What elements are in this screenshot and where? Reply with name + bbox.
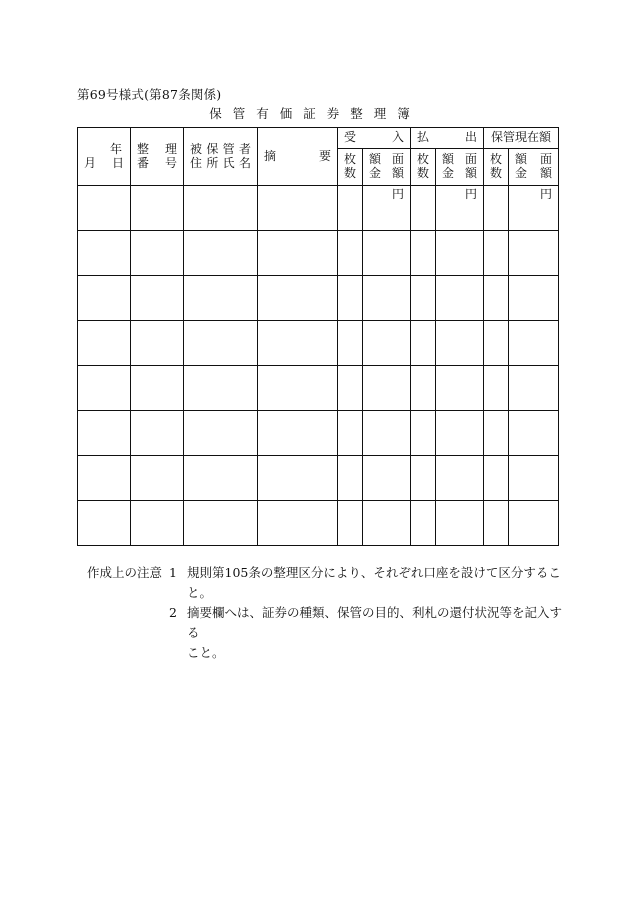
- ledger-cell[interactable]: [509, 231, 559, 276]
- yen-unit-cell[interactable]: 円: [509, 186, 559, 231]
- ledger-cell[interactable]: [484, 366, 509, 411]
- ledger-cell[interactable]: [338, 186, 363, 231]
- notes-section: [87, 563, 567, 663]
- ledger-cell[interactable]: [78, 231, 131, 276]
- ledger-cell[interactable]: [484, 411, 509, 456]
- ledger-cell[interactable]: [509, 366, 559, 411]
- ledger-cell[interactable]: [436, 321, 484, 366]
- form-number: 第69号様式(第87条関係): [77, 87, 222, 102]
- ledger-cell[interactable]: [363, 366, 411, 411]
- ledger-cell[interactable]: [509, 276, 559, 321]
- ledger-cell[interactable]: [258, 501, 338, 546]
- ledger-cell[interactable]: [131, 321, 184, 366]
- ledger-row[interactable]: [78, 276, 559, 321]
- ledger-cell[interactable]: [184, 456, 258, 501]
- ledger-cell[interactable]: [131, 366, 184, 411]
- note-item: [87, 563, 567, 603]
- header-custodian: 被 保 管 者 住 所 氏 名: [184, 128, 258, 186]
- ledger-cell[interactable]: [411, 456, 436, 501]
- ledger-cell[interactable]: [131, 501, 184, 546]
- ledger-table: [77, 127, 559, 546]
- ledger-cell[interactable]: [184, 276, 258, 321]
- note-text: 規則第105条の整理区分により、それぞれ口座を設けて区分すること。: [187, 565, 561, 600]
- ledger-cell[interactable]: [363, 276, 411, 321]
- ledger-cell[interactable]: [258, 231, 338, 276]
- ledger-cell[interactable]: [78, 501, 131, 546]
- ledger-cell[interactable]: [509, 411, 559, 456]
- note-item: [87, 603, 567, 643]
- sub-received-count: 枚 数: [338, 149, 363, 186]
- ledger-cell[interactable]: [338, 366, 363, 411]
- ledger-cell[interactable]: [484, 456, 509, 501]
- ledger-body: [78, 186, 559, 546]
- ledger-row[interactable]: [78, 501, 559, 546]
- ledger-cell[interactable]: [484, 231, 509, 276]
- ledger-cell[interactable]: [258, 456, 338, 501]
- ledger-cell[interactable]: [78, 456, 131, 501]
- note-item: [87, 643, 567, 663]
- ledger-cell[interactable]: [436, 366, 484, 411]
- ledger-cell[interactable]: [509, 501, 559, 546]
- ledger-cell[interactable]: [411, 321, 436, 366]
- ledger-cell[interactable]: [436, 231, 484, 276]
- ledger-row[interactable]: [78, 366, 559, 411]
- ledger-row[interactable]: [78, 231, 559, 276]
- sub-paid-face: 額 面 金 額: [436, 149, 484, 186]
- sub-received-face: 額 面 金 額: [363, 149, 411, 186]
- note-number: 2: [169, 605, 177, 620]
- ledger-cell[interactable]: [258, 321, 338, 366]
- ledger-row[interactable]: [78, 186, 559, 231]
- ledger-cell[interactable]: [184, 231, 258, 276]
- yen-unit-cell[interactable]: 円: [363, 186, 411, 231]
- ledger-cell[interactable]: [258, 366, 338, 411]
- ledger-cell[interactable]: [78, 411, 131, 456]
- ledger-cell[interactable]: [411, 366, 436, 411]
- ledger-cell[interactable]: [436, 276, 484, 321]
- ledger-cell[interactable]: [184, 321, 258, 366]
- ledger-cell[interactable]: [509, 321, 559, 366]
- sub-holding-count: 枚 数: [484, 149, 509, 186]
- ledger-cell[interactable]: [184, 411, 258, 456]
- ledger-row[interactable]: [78, 456, 559, 501]
- ledger-cell[interactable]: [436, 501, 484, 546]
- ledger-cell[interactable]: [338, 456, 363, 501]
- ledger-cell[interactable]: [436, 411, 484, 456]
- ledger-cell[interactable]: [258, 411, 338, 456]
- header-summary: 摘 要: [258, 128, 338, 186]
- ledger-cell[interactable]: [363, 456, 411, 501]
- ledger-cell[interactable]: [258, 276, 338, 321]
- note-number: 1: [169, 565, 177, 580]
- ledger-cell[interactable]: [363, 411, 411, 456]
- ledger-cell[interactable]: [411, 276, 436, 321]
- notes-heading: 作成上の注意: [87, 565, 163, 580]
- ledger-cell[interactable]: [338, 231, 363, 276]
- ledger-cell[interactable]: [484, 321, 509, 366]
- ledger-cell[interactable]: [338, 501, 363, 546]
- ledger-cell[interactable]: [411, 231, 436, 276]
- ledger-cell[interactable]: [78, 366, 131, 411]
- header-current-holding: 保管現在額: [484, 128, 559, 149]
- ledger-cell[interactable]: [411, 186, 436, 231]
- ledger-cell[interactable]: [338, 411, 363, 456]
- ledger-row[interactable]: [78, 321, 559, 366]
- ledger-cell[interactable]: [363, 501, 411, 546]
- header-received: 受 入: [338, 128, 411, 149]
- ledger-cell[interactable]: [78, 186, 131, 231]
- ledger-row[interactable]: [78, 411, 559, 456]
- ledger-cell[interactable]: [184, 186, 258, 231]
- ledger-cell[interactable]: [484, 186, 509, 231]
- note-text: 摘要欄へは、証券の種類、保管の目的、利札の還付状況等を記入する: [187, 605, 563, 640]
- ledger-cell[interactable]: [484, 501, 509, 546]
- ledger-cell[interactable]: [131, 411, 184, 456]
- ledger-cell[interactable]: [484, 276, 509, 321]
- sub-holding-face: 額 面 金 額: [509, 149, 559, 186]
- ledger-cell[interactable]: [338, 276, 363, 321]
- page-title: 保管有価証券整理簿: [209, 106, 421, 121]
- header-date: 年 月 日: [78, 128, 131, 186]
- header-ref-number: 整 理 番 号: [131, 128, 184, 186]
- ledger-cell[interactable]: [184, 366, 258, 411]
- ledger-cell[interactable]: [131, 231, 184, 276]
- sub-paid-count: 枚 数: [411, 149, 436, 186]
- ledger-cell[interactable]: [131, 276, 184, 321]
- yen-unit-cell[interactable]: 円: [436, 186, 484, 231]
- note-text: こと。: [187, 645, 225, 660]
- ledger-cell[interactable]: [131, 186, 184, 231]
- ledger-cell[interactable]: [184, 501, 258, 546]
- ledger-cell[interactable]: [363, 321, 411, 366]
- ledger-cell[interactable]: [509, 456, 559, 501]
- ledger-cell[interactable]: [78, 276, 131, 321]
- ledger-cell[interactable]: [131, 456, 184, 501]
- ledger-cell[interactable]: [411, 411, 436, 456]
- ledger-cell[interactable]: [411, 501, 436, 546]
- ledger-cell[interactable]: [78, 321, 131, 366]
- header-paid-out: 払 出: [411, 128, 484, 149]
- ledger-cell[interactable]: [338, 321, 363, 366]
- ledger-cell[interactable]: [258, 186, 338, 231]
- ledger-cell[interactable]: [363, 231, 411, 276]
- ledger-cell[interactable]: [436, 456, 484, 501]
